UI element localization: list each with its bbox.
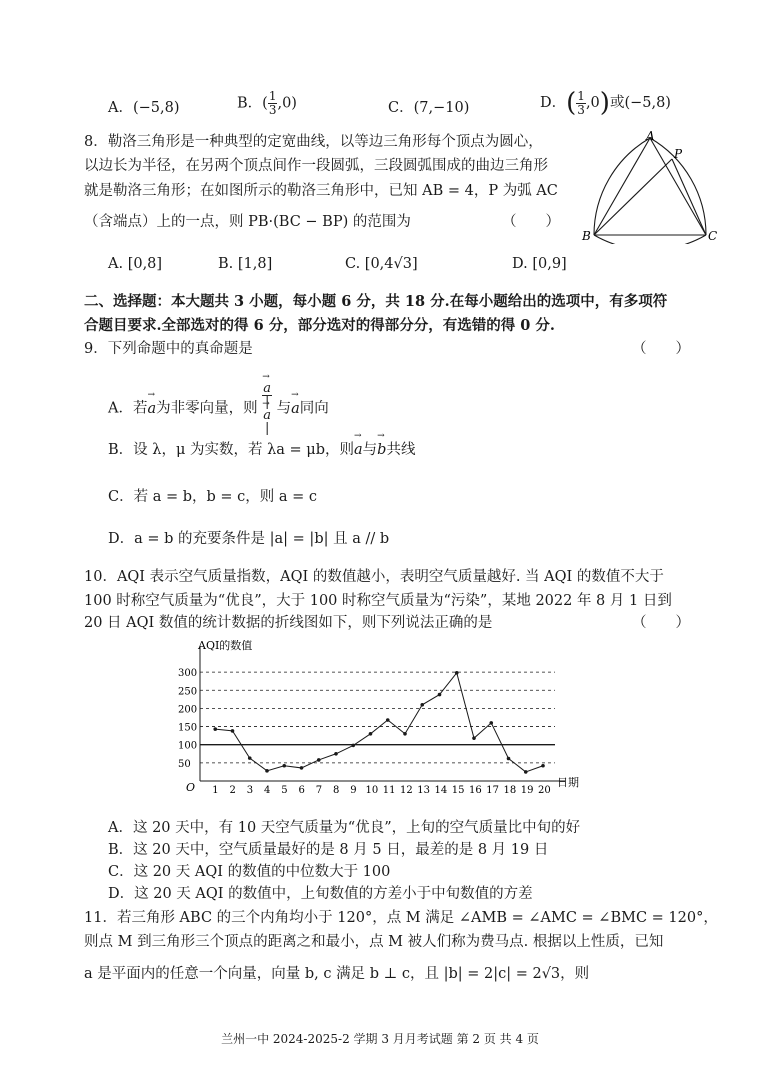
- x-tick-label: 10: [365, 785, 379, 796]
- x-tick-label: 6: [298, 785, 305, 796]
- x-axis-label: 日期: [557, 776, 579, 789]
- q8-option-b: B. [1,8]: [218, 256, 273, 272]
- x-tick-label: 16: [469, 785, 482, 796]
- q11-line-3: a 是平面内的任意一个向量，向量 b, c 满足 b ⊥ c，且 |b| = 2|c| = 2√3，则: [84, 966, 590, 982]
- q8-line-4: （含端点）上的一点，则 PB·(BC − BP) 的范围为: [84, 214, 411, 230]
- q7-option-a: A．(−5,8): [108, 100, 180, 116]
- q10-option-d: D．这 20 天 AQI 的数值中，上旬数值的方差小于中旬数值的方差: [108, 886, 533, 902]
- q7-option-b: B．( $\frac{1}{3}$ ,0): [237, 89, 297, 117]
- q8-line-2: 以边长为半径，在另两个顶点间作一段圆弧，三段圆弧围成的曲边三角形: [84, 158, 548, 174]
- x-tick-label: 19: [520, 785, 534, 796]
- q8-line-3: 就是勒洛三角形；在如图所示的勒洛三角形中，已知 AB = 4，P 为弧 AC: [84, 183, 558, 199]
- y-tick-label: 150: [178, 722, 198, 734]
- label-p: P: [674, 147, 683, 161]
- q10-option-b: B．这 20 天中，空气质量最好的是 8 月 5 日，最差的是 8 月 19 日: [108, 842, 549, 858]
- data-point: [489, 721, 493, 725]
- q8-option-d: D. [0,9]: [512, 256, 567, 272]
- data-point: [455, 671, 459, 675]
- q9-stem: 9．下列命题中的真命题是: [84, 341, 253, 357]
- x-tick-label: 2: [229, 785, 236, 796]
- q10-option-a: A．这 20 天中，有 10 天空气质量为“优良”，上旬的空气质量比中旬的好: [108, 820, 581, 836]
- q9-option-b: B．设 λ，μ 为实数，若 λa = μb，则→ a与→ b共线: [108, 438, 415, 459]
- reuleaux-triangle-figure: [578, 128, 718, 244]
- x-tick-label: 8: [333, 785, 340, 796]
- x-tick-label: 3: [246, 785, 254, 796]
- x-tick-label: 20: [538, 785, 551, 796]
- label-a: A: [646, 129, 655, 143]
- q9-option-c: C．若 a = b，b = c，则 a = c: [108, 489, 318, 505]
- q11-line-2: 则点 M 到三角形三个顶点的距离之和最小，点 M 被人们称为费马点. 根据以上性质，已知: [84, 934, 664, 950]
- q9-option-d: D．a = b 的充要条件是 |a| = |b| 且 a // b: [108, 531, 390, 547]
- y-axis-label: AQI的数值: [198, 640, 253, 652]
- q11-line-1: 11．若三角形 ABC 的三个内角均小于 120°，点 M 满足 ∠AMB = ∠AMC = ∠BMC = 120°，: [84, 910, 718, 926]
- section-2-line-1: 二、选择题：本大题共 3 小题，每小题 6 分，共 18 分.在每小题给出的选项中，有多项符: [84, 293, 668, 310]
- x-tick-label: 12: [400, 785, 413, 796]
- x-tick-label: 5: [281, 785, 288, 796]
- data-point: [507, 757, 511, 761]
- page-footer: 兰州一中 2024-2025-2 学期 3 月月考试题 第 2 页 共 4 页: [221, 1032, 539, 1046]
- q8-option-a: A. [0,8]: [108, 256, 163, 272]
- section-2-line-2: 合题目要求.全部选对的得 6 分，部分选对的得部分分，有选错的得 0 分.: [84, 317, 555, 334]
- data-point: [231, 729, 235, 733]
- x-tick-label: 18: [503, 785, 517, 796]
- y-tick-label: 200: [178, 704, 198, 716]
- q8-answer-blank: （ ）: [502, 214, 560, 230]
- q8-option-c: C. [0,4√3]: [345, 256, 418, 272]
- data-point: [248, 756, 252, 760]
- data-point: [213, 727, 217, 731]
- data-point: [386, 718, 390, 722]
- x-tick-label: 15: [451, 785, 465, 796]
- x-tick-label: 11: [382, 785, 396, 796]
- data-point: [351, 744, 355, 748]
- y-tick-label: 100: [178, 740, 198, 752]
- q10-answer-blank: （ ）: [632, 615, 690, 631]
- origin-label: O: [186, 781, 196, 794]
- q9-answer-blank: （ ）: [632, 341, 690, 357]
- data-point: [334, 752, 338, 756]
- data-point: [541, 764, 545, 768]
- data-point: [265, 769, 269, 773]
- label-c: C: [708, 229, 718, 243]
- data-point: [300, 766, 304, 770]
- q7-option-c: C．(7,−10): [388, 100, 470, 116]
- q8-line-1: 8．勒洛三角形是一种典型的定宽曲线，以等边三角形每个顶点为圆心，: [84, 134, 543, 150]
- x-tick-label: 9: [350, 785, 357, 796]
- data-point: [369, 732, 373, 736]
- y-tick-label: 250: [178, 686, 198, 698]
- q9-option-a: A．若→ a为非零向量，则 → a | → a | 与→ a同向: [108, 382, 329, 435]
- data-point: [438, 693, 442, 697]
- q10-line-3: 20 日 AQI 数值的统计数据的折线图如下，则下列说法正确的是: [84, 615, 493, 631]
- data-point: [403, 732, 407, 736]
- x-tick-label: 17: [486, 785, 499, 796]
- x-tick-label: 13: [417, 785, 430, 796]
- aqi-series-line: [215, 673, 543, 772]
- y-tick-label: 50: [178, 758, 191, 770]
- q10-line-2: 100 时称空气质量为“优良”，大于 100 时称空气质量为“污染”，某地 2022 年 8 月 1 日到: [84, 593, 672, 609]
- x-tick-label: 14: [434, 785, 448, 796]
- data-point: [420, 703, 424, 707]
- data-point: [317, 758, 321, 762]
- data-point: [524, 770, 528, 774]
- arc-bc: [594, 235, 706, 244]
- q10-line-1: 10．AQI 表示空气质量指数，AQI 的数值越小，表明空气质量越好. 当 AQI 的数值不大于: [84, 569, 664, 585]
- aqi-line-chart: [160, 640, 600, 800]
- label-b: B: [582, 229, 591, 243]
- data-point: [282, 764, 286, 768]
- x-tick-label: 7: [315, 785, 323, 796]
- data-point: [472, 736, 476, 740]
- q7-option-d: D．( $\frac{1}{3}$ ,0)或(−5,8): [540, 88, 671, 118]
- q10-option-c: C．这 20 天 AQI 的数值的中位数大于 100: [108, 864, 391, 880]
- x-tick-label: 4: [264, 785, 271, 796]
- x-tick-label: 1: [212, 785, 219, 796]
- y-tick-label: 300: [178, 668, 198, 680]
